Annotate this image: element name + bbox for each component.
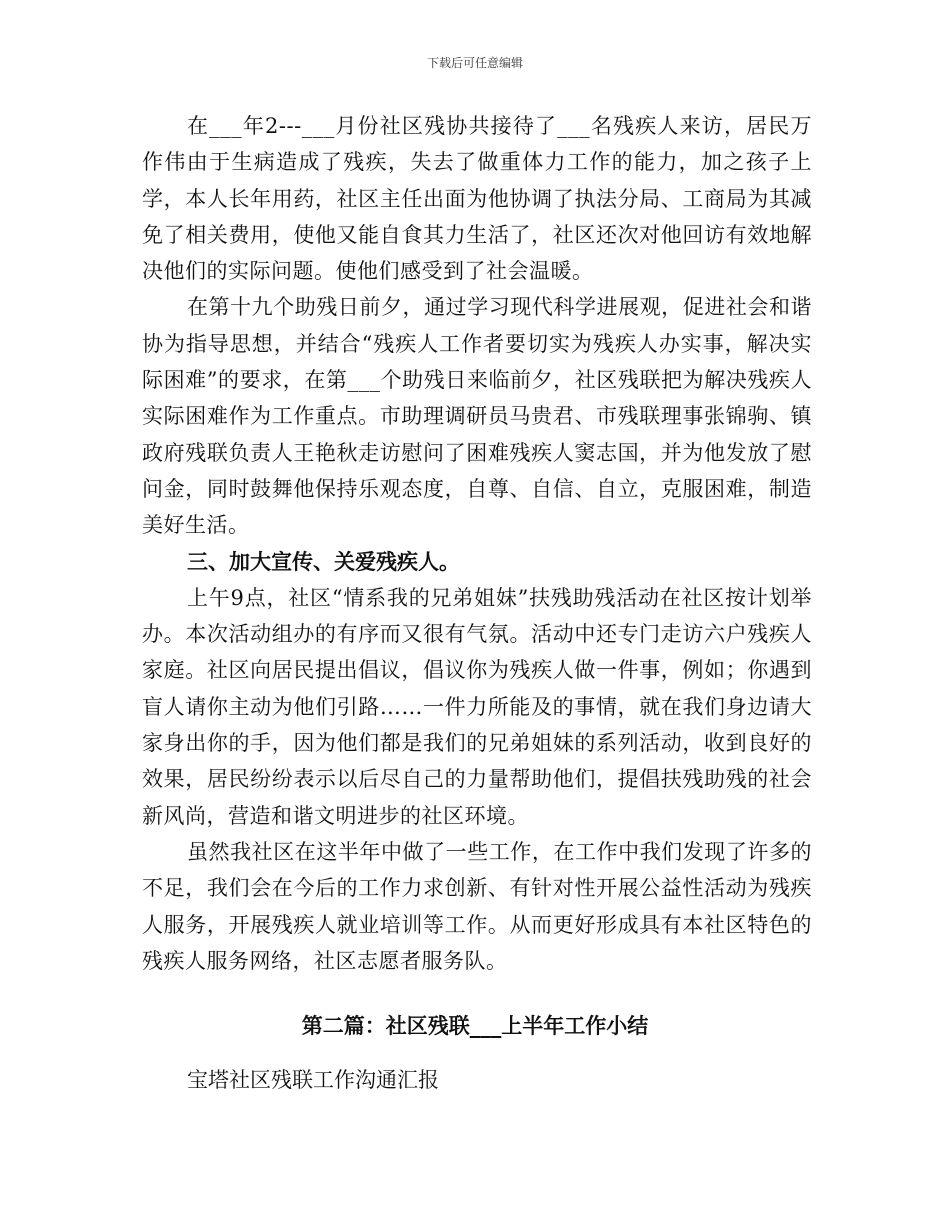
paragraph-1: 在___年2---___月份社区残协共接待了___名残疾人来访，居民万作伟由于生病造成了残疾，失去了做重体力工作的能力，加之孩子上学，本人长年用药，社区主任出面为他协调了执法分局、工商局为其减免了相关费用，使他又能自食其力生活了，社区还次对他回访有效地解决他们的实际问题。使他们感受到了社会温暖。 [142,114,812,284]
header-note: 下载后可任意编辑 [426,56,523,70]
paragraph-4: 虽然我社区在这半年中做了一些工作，在工作中我们发现了许多的不足，我们会在今后的工作力求创新、有针对性开展公益性活动为残疾人服务，开展残疾人就业培训等工作。从而更好形成具有本社区特色的残疾人服务网络，社区志愿者服务队。 [142,839,812,973]
paragraph-3: 上午9点，社区“情系我的兄弟姐妹”扶残助残活动在社区按计划举办。本次活动组办的有序而又很有气氛。活动中还专门走访六户残疾人家庭。社区向居民提出倡议，倡议你为残疾人做一件事，例如；你遇到盲人请你主动为他们引路……一件力所能及的事情，就在我们身边请大家身出你的手，因为他们都是我们的兄弟姐妹的系列活动，收到良好的效果，居民纷纷表示以后尽自己的力量帮助他们，提倡扶残助残的社会新风尚，营造和谐文明进步的社区环境。 [142,585,812,828]
chapter-title: 第二篇：社区残联___上半年工作小结 [301,1014,649,1038]
paragraph-2: 在第十九个助残日前夕，通过学习现代科学进展观，促进社会和谐协为指导思想，并结合“残疾人工作者要切实为残疾人办实事，解决实际困难”的要求，在第___个助残日来临前夕，社区残联把为解决残疾人实际困难作为工作重点。市助理调研员马贵君、市残联理事张锦驹、镇政府残联负责人王艳秋走访慰问了困难残疾人窦志国，并为他发放了慰问金，同时鼓舞他保持乐观态度，自尊、自信、自立，克服困难，制造美好生活。 [142,295,812,538]
body-text [142,108,812,979]
subtitle: 宝塔社区残联工作沟通汇报 [187,1068,439,1092]
section-heading: 三、加大宣传、关爱残疾人。 [187,549,460,574]
